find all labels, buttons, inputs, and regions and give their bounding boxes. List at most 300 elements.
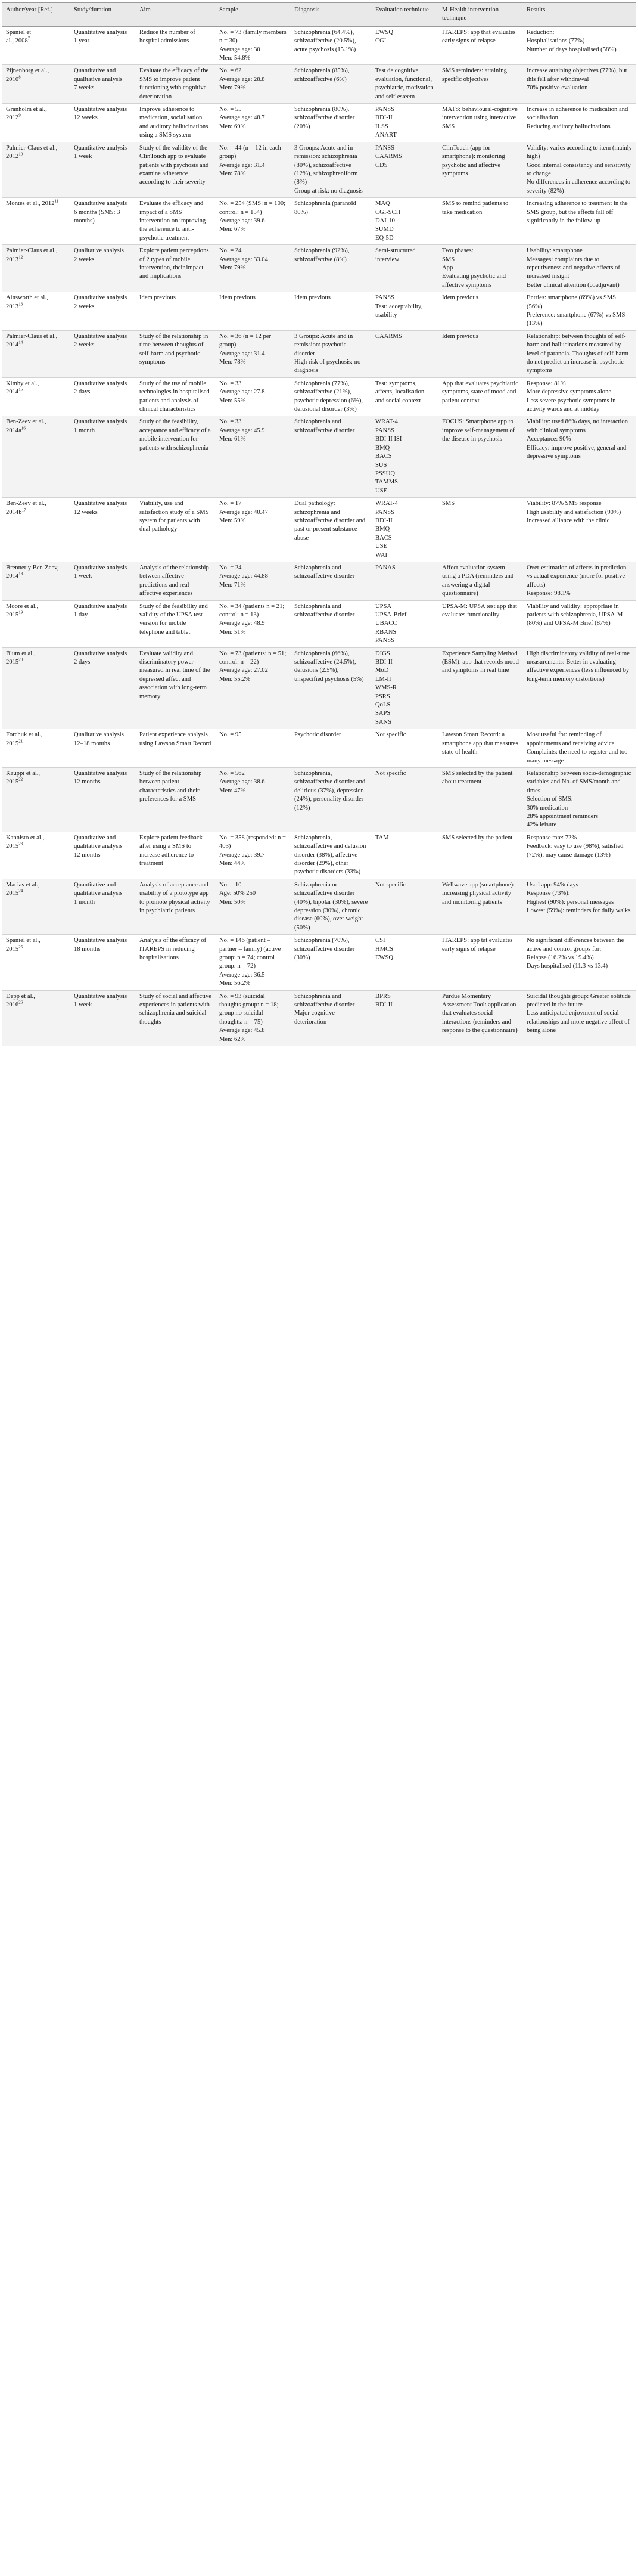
cell-line: Patient experience analysis using Lawson Smart Record <box>139 731 211 747</box>
cell-line: USE <box>375 487 388 494</box>
cell-line: 1 year <box>74 38 90 45</box>
cell-line: Efficacy: improve positive, general and depressive symptoms <box>527 444 628 460</box>
cell-line: Lawson Smart Record: a smartphone app that measures state of health <box>442 731 520 756</box>
cell-aim <box>136 562 216 600</box>
cell-line: Idem previous <box>442 295 478 302</box>
cell-line: DIGS <box>375 650 390 657</box>
cell-line: ITAREPS: app tat evaluates early signs of relapse <box>442 937 514 953</box>
cell-line: No. = 562 <box>219 770 245 777</box>
cell-line: Response (73%): <box>527 890 570 897</box>
cell-results <box>523 330 636 377</box>
cell-diagnosis <box>291 142 372 197</box>
cell-diagnosis <box>291 935 372 990</box>
header-sample: Sample <box>216 3 291 27</box>
table-row <box>2 377 636 416</box>
cell-line: SUMD <box>375 226 394 233</box>
cell-line: SUS <box>375 461 387 469</box>
author-text: Spaniel et <box>6 29 33 36</box>
cell-line: Idem previous <box>219 295 256 302</box>
cell-author <box>2 65 70 104</box>
cell-line: UPSA-Brief <box>375 612 407 618</box>
cell-evaluation <box>372 377 438 416</box>
cell-sample <box>216 416 291 498</box>
cell-line: 12 weeks <box>74 509 98 516</box>
table-header <box>2 3 636 27</box>
cell-line: Average age: 39.6 <box>219 217 265 224</box>
cell-line: No. = 33 <box>219 419 242 426</box>
cell-diagnosis <box>291 767 372 832</box>
cell-diagnosis <box>291 65 372 104</box>
cell-line: BDI-II ISI <box>375 436 402 443</box>
cell-mhealth <box>438 142 523 197</box>
cell-line: BMQ <box>375 444 390 451</box>
cell-line: Better clinical attention (coadjuvant) <box>527 281 620 289</box>
cell-sample <box>216 26 291 65</box>
cell-line: Explore patient feedback after using a SMS to increase adherence to treatment <box>139 834 204 867</box>
cell-mhealth <box>438 104 523 142</box>
cell-author <box>2 142 70 197</box>
cell-aim <box>136 729 216 768</box>
cell-line: Study of the use of mobile technologies in hospitalised patients and analysis of clinical characteristics <box>139 380 211 413</box>
cell-line: No. = 10 <box>219 881 242 888</box>
cell-line: BDI-II <box>375 1002 393 1009</box>
cell-mhealth <box>438 377 523 416</box>
cell-line: Men: 71% <box>219 581 246 588</box>
reference-number: 18 <box>18 571 23 576</box>
cell-line: 2 days <box>74 389 91 396</box>
cell-line <box>6 889 67 898</box>
header-mhealth: M-Health intervention technique <box>438 3 523 27</box>
cell-line <box>6 658 67 667</box>
cell-evaluation <box>372 65 438 104</box>
cell-line: Average age: 36.5 <box>219 971 265 978</box>
reference-number: 16 <box>21 426 26 431</box>
author-text: Ben-Zeev et al., <box>6 419 48 426</box>
cell-mhealth <box>438 245 523 292</box>
cell-evaluation <box>372 26 438 65</box>
cell-line: Evaluate the efficacy and impact of a SMS intervention on improving the adherence to anti-psychotic treatment <box>139 200 207 241</box>
cell-line: 12 months <box>74 779 101 786</box>
cell-mhealth <box>438 330 523 377</box>
cell-line: Evaluate validity and discriminatory power measured in real time of the depressed affect and association with long-term memory <box>139 650 212 700</box>
cell-line: 18 months <box>74 946 101 953</box>
cell-line: Schizophrenia, schizoaffective and delusion disorder (38%), affective disorder (29%), other psychotic disorders (33%) <box>294 834 368 876</box>
cell-line: Study of the relationship between patient characteristics and their preferences for a SMS <box>139 770 204 803</box>
cell-line: Preference: smartphone (67%) vs SMS (13%) <box>527 312 627 327</box>
cell-line: TAM <box>375 834 389 841</box>
cell-line: Qualitative analysis <box>74 247 124 255</box>
cell-line: MoD <box>375 667 389 674</box>
cell-line: SMS selected by the patient about treatment <box>442 770 514 786</box>
cell-sample <box>216 990 291 1046</box>
reference-number: 7 <box>27 36 30 41</box>
cell-line: Average age: 44.88 <box>219 573 268 580</box>
author-text: Moore et al., <box>6 603 40 610</box>
cell-line: CSI <box>375 937 385 944</box>
cell-results <box>523 377 636 416</box>
cell-line: 1 week <box>74 1002 92 1009</box>
author-text: 2014b <box>6 509 22 516</box>
cell-line: Average age: 31.4 <box>219 162 265 169</box>
author-text: 2015 <box>6 890 19 897</box>
cell-sample <box>216 600 291 647</box>
cell-study <box>70 292 136 331</box>
reference-number: 22 <box>18 777 23 782</box>
cell-line: Response: 81% <box>527 380 566 387</box>
cell-line: Group at risk: no diagnosis <box>294 187 363 194</box>
cell-mhealth <box>438 832 523 879</box>
cell-line: Wellwave app (smartphone): increasing physical activity and monitoring patients <box>442 881 516 906</box>
author-text: al., 2008 <box>6 38 28 45</box>
author-text: Macias et al., <box>6 881 42 888</box>
cell-line: Men: 79% <box>219 264 246 271</box>
cell-line: BDI-II <box>375 517 393 524</box>
cell-sample <box>216 832 291 879</box>
cell-line: Psychotic disorder <box>294 731 341 739</box>
cell-line <box>6 37 67 45</box>
author-text: 2015 <box>6 659 19 666</box>
cell-sample <box>216 292 291 331</box>
cell-aim <box>136 292 216 331</box>
cell-study <box>70 104 136 142</box>
cell-line: CGI-SCH <box>375 209 401 216</box>
header-study: Study/duration <box>70 3 136 27</box>
cell-line: Men: 47% <box>219 787 246 794</box>
cell-aim <box>136 142 216 197</box>
cell-line: SMS reminders: attaining specific objectives <box>442 67 509 83</box>
cell-author <box>2 416 70 498</box>
table-row <box>2 600 636 647</box>
cell-sample <box>216 498 291 562</box>
cell-line: Evaluating psychotic and affective symptoms <box>442 273 508 289</box>
cell-author <box>2 562 70 600</box>
cell-line: Study of the relationship in time between thoughts of self-harm and psychotic symptoms <box>139 333 210 366</box>
cell-line <box>6 731 67 739</box>
cell-diagnosis <box>291 600 372 647</box>
table-row <box>2 935 636 990</box>
table-row <box>2 292 636 331</box>
cell-line: Quantitative analysis <box>74 500 127 507</box>
cell-results <box>523 65 636 104</box>
cell-mhealth <box>438 65 523 104</box>
cell-line: Quantitative and qualitative analysis <box>74 834 123 850</box>
cell-sample <box>216 330 291 377</box>
cell-line: PANSS <box>375 106 395 113</box>
author-text: 2014a <box>6 427 21 434</box>
cell-author <box>2 767 70 832</box>
reference-number: 13 <box>18 302 23 307</box>
cell-line: Quantitative analysis <box>74 993 127 1000</box>
cell-line: SMS to remind patients to take medication <box>442 200 510 216</box>
cell-study <box>70 245 136 292</box>
cell-line: Average age: 39.7 <box>219 851 265 858</box>
cell-author <box>2 935 70 990</box>
reference-number: 14 <box>18 340 23 345</box>
cell-line: Quantitative analysis <box>74 650 127 657</box>
cell-evaluation <box>372 879 438 934</box>
table-row <box>2 767 636 832</box>
cell-line <box>6 144 67 162</box>
cell-results <box>523 935 636 990</box>
cell-line: 6 months (SMS: 3 months) <box>74 209 122 224</box>
reference-number: 17 <box>21 507 26 512</box>
cell-aim <box>136 198 216 245</box>
cell-line: Response: 98.1% <box>527 590 571 597</box>
cell-mhealth <box>438 879 523 934</box>
cell-line: EWSQ <box>375 954 394 962</box>
cell-line <box>6 1001 67 1009</box>
cell-line: Purdue Momentary Assessment Tool: application that evaluates social interactions (reminders and response to the questionnaire) <box>442 993 518 1034</box>
cell-line: App that evaluates psychiatric symptoms, state of mood and patient context <box>442 380 520 404</box>
cell-line <box>6 778 67 786</box>
author-text: Ben-Zeev et al., <box>6 500 48 507</box>
cell-line: Men: 69% <box>219 123 246 130</box>
cell-line: 1 month <box>74 427 95 434</box>
cell-line: 1 week <box>74 153 92 160</box>
table-row <box>2 990 636 1046</box>
author-text: 2015 <box>6 843 19 850</box>
cell-line: SMS <box>442 500 455 507</box>
cell-line: BMQ <box>375 526 390 533</box>
cell-results <box>523 292 636 331</box>
cell-line: No. = 73 (family members n = 30) <box>219 29 288 45</box>
cell-line: No. = 17 <box>219 500 242 507</box>
cell-diagnosis <box>291 729 372 768</box>
cell-mhealth <box>438 562 523 600</box>
cell-line: Quantitative and qualitative analysis <box>74 881 123 897</box>
cell-line: RBANS <box>375 628 397 636</box>
cell-evaluation <box>372 600 438 647</box>
cell-line: No. = 55 <box>219 106 242 113</box>
header-aim: Aim <box>136 3 216 27</box>
cell-line: Men: 62% <box>219 1036 246 1043</box>
cell-line: Relapse (16.2% vs 19.4%) <box>527 954 594 962</box>
cell-line <box>6 418 67 426</box>
cell-diagnosis <box>291 498 372 562</box>
cell-study <box>70 647 136 729</box>
cell-line: BDI-II <box>375 114 393 122</box>
table-row <box>2 198 636 245</box>
author-text: Spaniel et al., <box>6 937 42 944</box>
cell-line: Less severe psychotic symptoms in activity wards and at midday <box>527 397 618 413</box>
cell-mhealth <box>438 292 523 331</box>
author-text: Palmier-Claus et al., 2013 <box>6 247 59 263</box>
cell-mhealth <box>438 767 523 832</box>
table-row <box>2 647 636 729</box>
author-text: 2015 <box>6 612 19 618</box>
cell-aim <box>136 65 216 104</box>
cell-line: Men: 54.8% <box>219 55 251 62</box>
cell-line: Suicidal thoughts group: Greater solitude predicted in the future <box>527 993 633 1009</box>
cell-aim <box>136 26 216 65</box>
author-text: Pijnenborg et al., <box>6 67 51 75</box>
author-text: 2015 <box>6 779 19 786</box>
cell-results <box>523 600 636 647</box>
review-table-container <box>2 2 636 1046</box>
cell-line: ANART <box>375 132 397 139</box>
cell-line <box>6 564 67 581</box>
cell-line: ITAREPS: app that evaluates early signs of relapse <box>442 29 518 45</box>
cell-line: Average age: 30 <box>219 46 260 53</box>
cell-line: No. = 44 (n = 12 in each group) <box>219 144 283 160</box>
cell-results <box>523 562 636 600</box>
cell-study <box>70 729 136 768</box>
author-text: Kauppi et al., <box>6 770 42 777</box>
cell-aim <box>136 377 216 416</box>
cell-line: Quantitative analysis <box>74 106 127 113</box>
cell-evaluation <box>372 416 438 498</box>
cell-line: Acceptance: 90% <box>527 436 571 443</box>
cell-line: Lowest (59%): reminders for daily walks <box>527 907 631 914</box>
cell-line: App <box>442 264 453 271</box>
cell-line: Average age: 33.04 <box>219 256 268 263</box>
cell-line: Schizophrenia (paranoid 80%) <box>294 200 358 216</box>
cell-line: Relationship: between thoughts of self-harm and hallucinations measured by level of paranoia. Thoughts of self-harm do not predict an increase in psychotic symptoms <box>527 333 630 374</box>
cell-line: Analysis of the efficacy of ITAREPS in reducing hospitalisations <box>139 937 208 962</box>
cell-aim <box>136 935 216 990</box>
cell-evaluation <box>372 935 438 990</box>
cell-line: MATS: behavioural-cognitive intervention using interactive SMS <box>442 106 519 130</box>
cell-line: Quantitative analysis <box>74 380 127 387</box>
cell-line: FOCUS: Smartphone app to improve self-management of the disease in psychosis <box>442 419 517 443</box>
cell-sample <box>216 647 291 729</box>
cell-line: Average age: 27.8 <box>219 389 265 396</box>
cell-line: 2 weeks <box>74 256 95 263</box>
cell-evaluation <box>372 104 438 142</box>
cell-results <box>523 498 636 562</box>
cell-line <box>6 76 67 84</box>
cell-line: Increasing adherence to treatment in the SMS group, but the effects fall off significantly in the follow-up <box>527 200 630 224</box>
cell-sample <box>216 729 291 768</box>
cell-line: Men: 78% <box>219 359 246 366</box>
cell-line <box>6 650 67 658</box>
cell-line: Over-estimation of affects in prediction vs actual experience (more for positive affects) <box>527 564 628 588</box>
cell-line: SMS <box>442 256 455 263</box>
cell-line: Study of social and affective experiences in patients with schizophrenia and suicidal thoughts <box>139 993 213 1025</box>
cell-line: SANS <box>375 718 392 726</box>
cell-diagnosis <box>291 198 372 245</box>
cell-author <box>2 647 70 729</box>
cell-line: WRAT-4 <box>375 500 398 507</box>
cell-line: Quantitative analysis <box>74 770 127 777</box>
author-text: Blum et al., <box>6 650 38 657</box>
cell-line: Response rate: 72% <box>527 834 577 841</box>
cell-diagnosis <box>291 330 372 377</box>
cell-line: Two phases: <box>442 247 474 255</box>
cell-results <box>523 104 636 142</box>
cell-line: Relationship between socio-demographic variables and No. of SMS/month and times <box>527 770 633 794</box>
cell-evaluation <box>372 245 438 292</box>
cell-line: No differences in adherence according to severity (82%) <box>527 179 632 194</box>
cell-line: Study of the feasibility, acceptance and efficacy of a mobile intervention for patients with schizophrenia <box>139 419 213 451</box>
cell-line: Entries: smartphone (69%) vs SMS (56%) <box>527 295 618 310</box>
cell-line: Age: 50% 250 <box>219 890 256 897</box>
author-text: Granholm et al., <box>6 106 49 113</box>
cell-author <box>2 26 70 65</box>
cell-results <box>523 990 636 1046</box>
table-row <box>2 245 636 292</box>
cell-line: Men: 79% <box>219 85 246 92</box>
cell-line: Average age: 45.8 <box>219 1027 265 1034</box>
cell-line: Men: 51% <box>219 628 246 636</box>
reference-number: 20 <box>18 657 23 662</box>
cell-study <box>70 767 136 832</box>
cell-line <box>6 603 67 611</box>
cell-line: BDI-II <box>375 659 393 666</box>
cell-diagnosis <box>291 292 372 331</box>
cell-line: SMS selected by the patient <box>442 834 513 841</box>
cell-line: Not specific <box>375 770 406 777</box>
reference-number: 8 <box>18 75 21 80</box>
author-text: Palmier-Claus et al., 2014 <box>6 333 59 349</box>
cell-aim <box>136 498 216 562</box>
cell-line: Men: 50% <box>219 898 246 906</box>
cell-line: Good internal consistency and sensitivity to change <box>527 162 633 177</box>
cell-line: 1 month <box>74 898 95 906</box>
cell-line <box>6 388 67 396</box>
cell-line: QoLS <box>375 702 391 709</box>
table-row <box>2 65 636 104</box>
cell-line <box>6 380 67 388</box>
cell-line: Analysis of the relationship between affective predictions and real affective experiences <box>139 564 211 597</box>
author-text: Brenner y Ben-Zeev, 2014 <box>6 564 61 580</box>
cell-line: Messages: complaints due to repetitiveness and negative effects of increased insight <box>527 256 622 280</box>
cell-line: Analysis of acceptance and usability of a prototype app to promote physical activity in psychiatric patients <box>139 881 212 914</box>
cell-aim <box>136 879 216 934</box>
cell-line: PANSS <box>375 509 395 516</box>
cell-mhealth <box>438 600 523 647</box>
cell-study <box>70 65 136 104</box>
cell-aim <box>136 990 216 1046</box>
cell-line: Days hospitalised (11.3 vs 13.4) <box>527 963 608 970</box>
cell-sample <box>216 65 291 104</box>
cell-line: Increase attaining objectives (77%), but this fell after withdrawal <box>527 67 629 83</box>
cell-line: 42% leisure <box>527 822 557 829</box>
cell-line: High discriminatory validity of real-time measurements: Better in evaluating affective experiences (less influenced by long-term memory distortions) <box>527 650 631 683</box>
cell-line: 12 months <box>74 851 101 858</box>
cell-line <box>6 993 67 1001</box>
cell-line: Semi-structured interview <box>375 247 418 263</box>
cell-study <box>70 498 136 562</box>
cell-line <box>6 333 67 350</box>
cell-line: Increase in adherence to medication and socialisation <box>527 106 630 122</box>
cell-line: Viability and validity: appropriate in patients with schizophrenia, UPSA-M (80%) and UPSA-M Brief (87%) <box>527 603 624 627</box>
cell-line: No. = 95 <box>219 731 242 739</box>
author-text: 2013 <box>6 303 19 310</box>
cell-author <box>2 104 70 142</box>
cell-author <box>2 600 70 647</box>
cell-line: No. = 62 <box>219 67 242 75</box>
cell-line <box>6 770 67 778</box>
table-row <box>2 832 636 879</box>
cell-study <box>70 600 136 647</box>
cell-line: Quantitative analysis <box>74 333 127 340</box>
reference-number: 9 <box>18 113 21 118</box>
cell-line <box>6 842 67 851</box>
cell-mhealth <box>438 729 523 768</box>
cell-line: BACS <box>375 534 392 541</box>
cell-study <box>70 198 136 245</box>
cell-mhealth <box>438 935 523 990</box>
author-text: 2010 <box>6 76 19 83</box>
cell-study <box>70 935 136 990</box>
cell-diagnosis <box>291 377 372 416</box>
cell-line: Schizophrenia and schizoaffective disorder <box>294 603 355 618</box>
cell-line: Feedback: easy to use (98%), satisfied (72%), may cause damage (13%) <box>527 843 625 858</box>
cell-diagnosis <box>291 416 372 498</box>
cell-line: Explore patient perceptions of 2 types of mobile intervention, their impact and implications <box>139 247 211 280</box>
cell-mhealth <box>438 198 523 245</box>
